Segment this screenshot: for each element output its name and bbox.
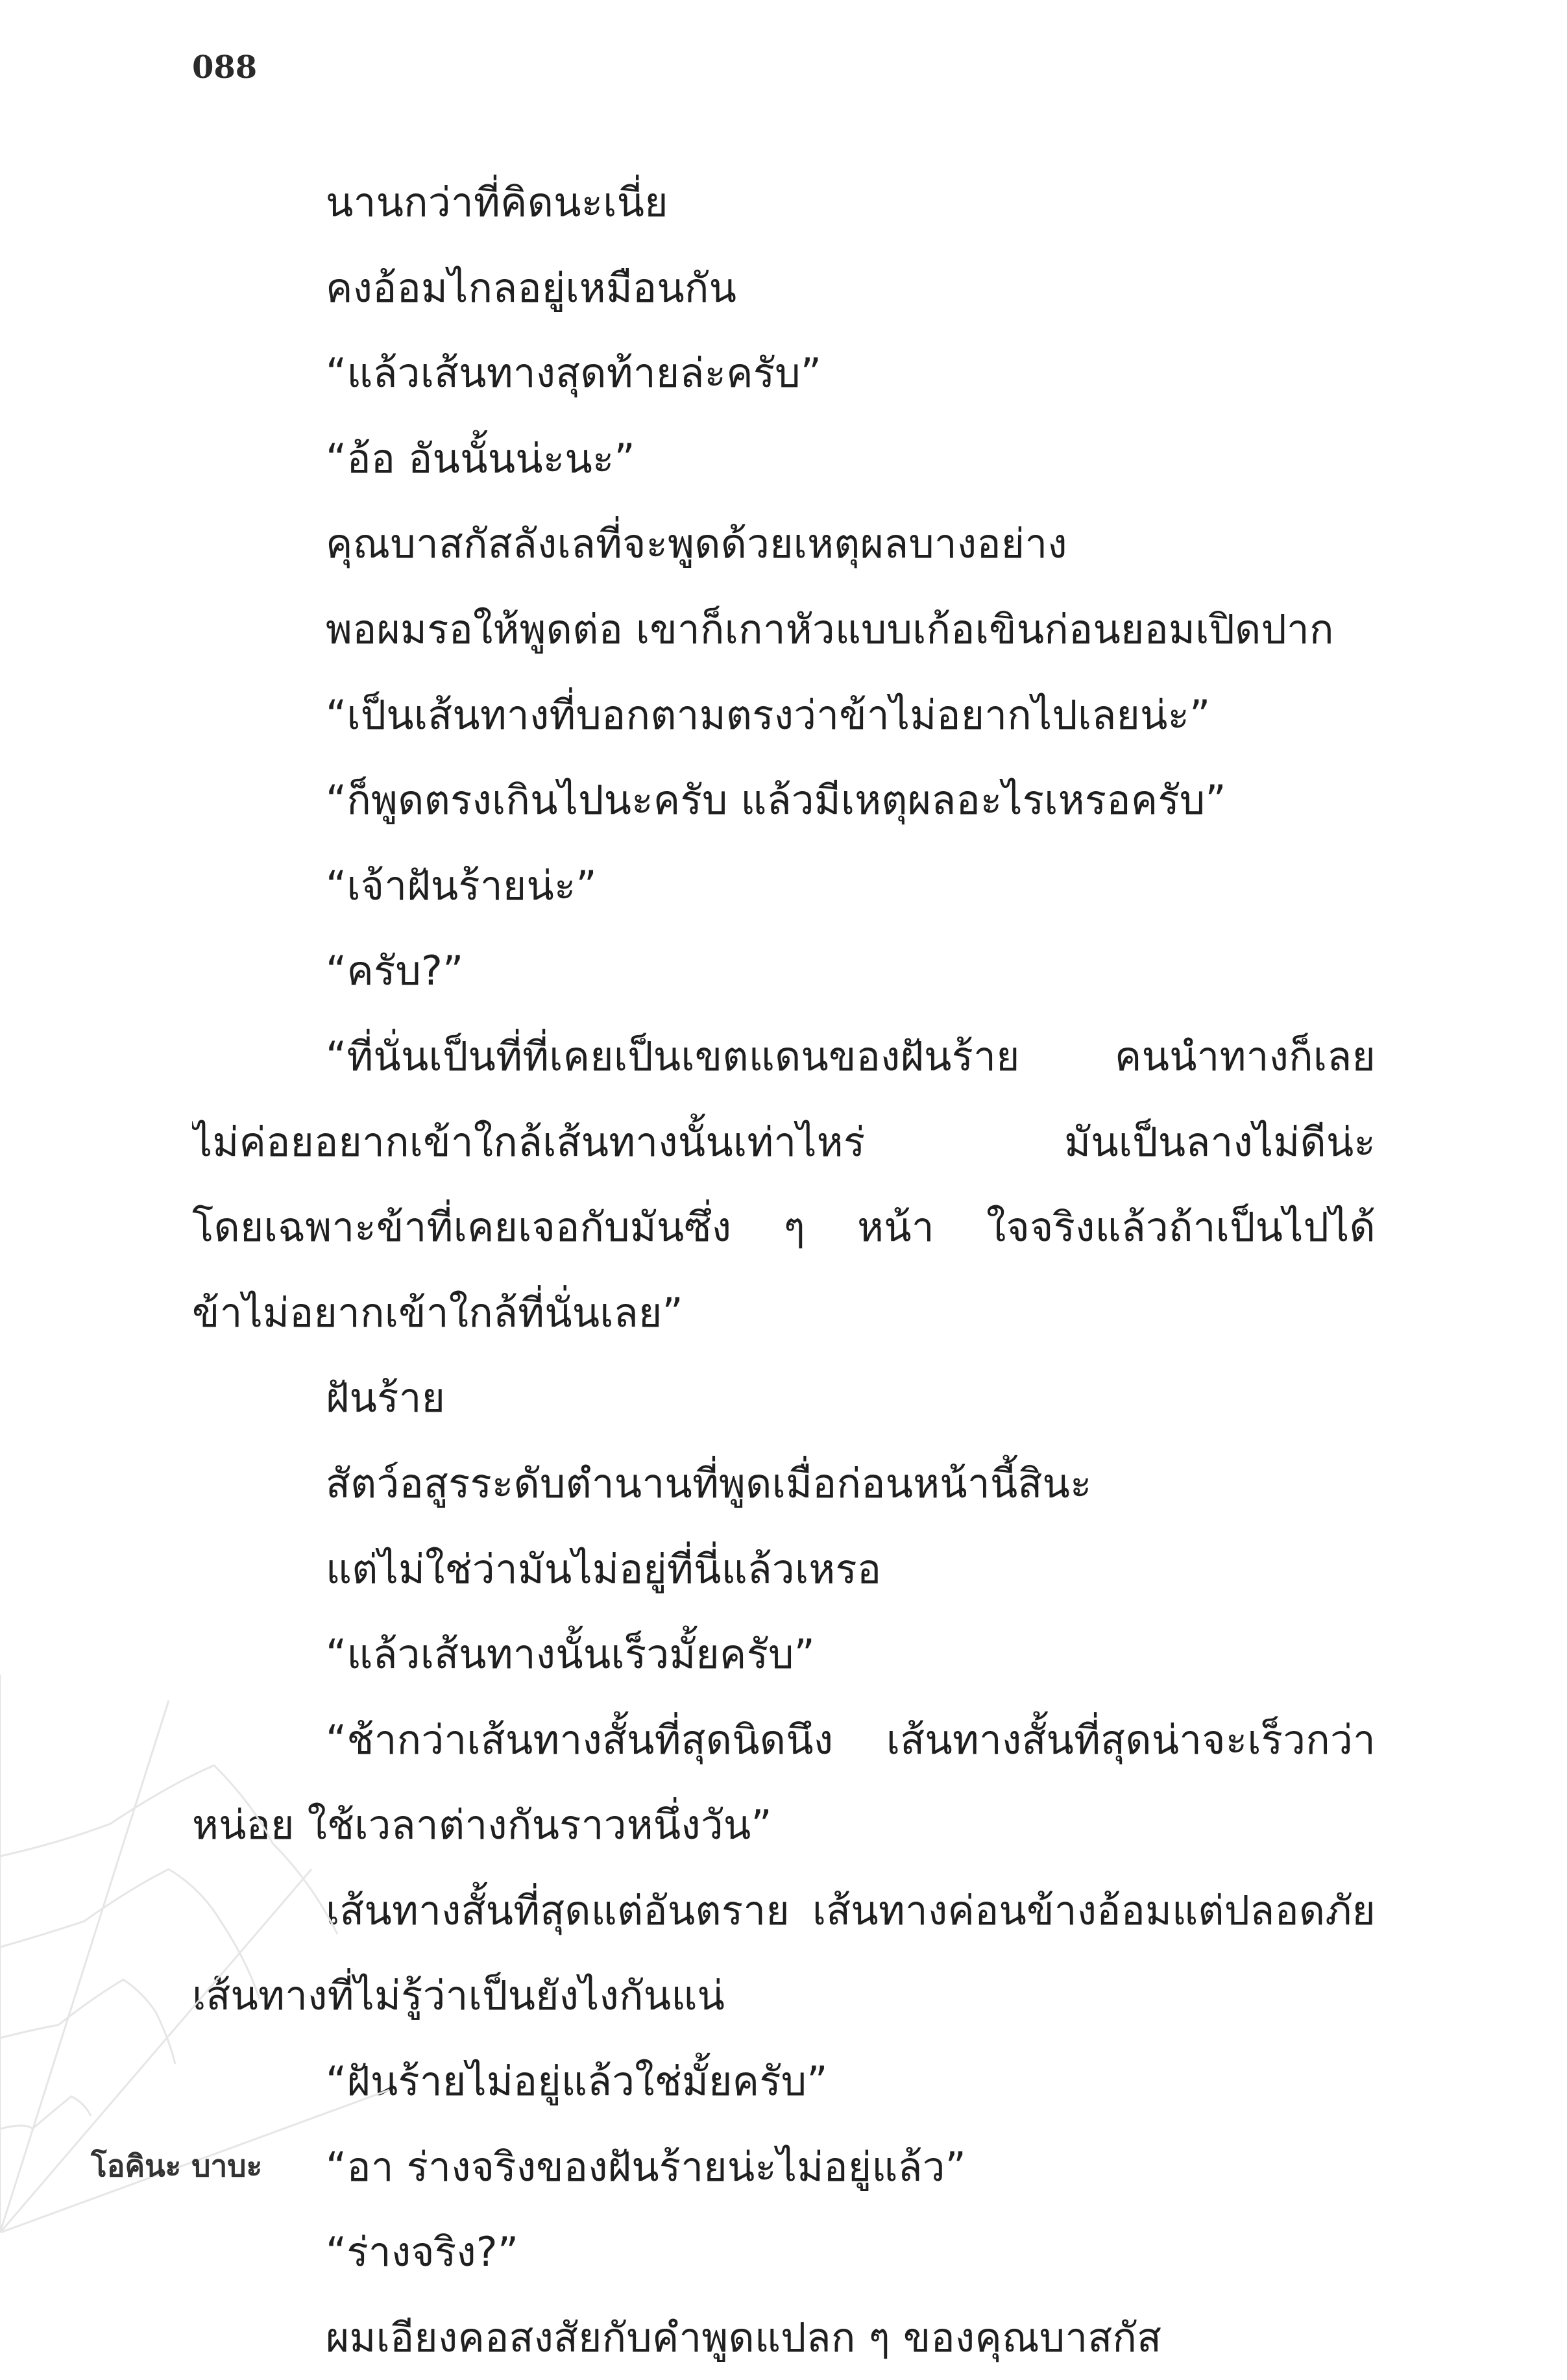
text-line: ไม่ค่อยอยากเข้าใกล้เส้นทางนั้นเท่าไหร่ มันเป็นลางไม่ดีน่ะ [192,1118,1376,1166]
text-line: “เป็นเส้นทางที่บอกตามตรงว่าข้าไม่อยากไปเลยน่ะ” [326,691,1211,739]
text-line: โดยเฉพาะข้าที่เคยเจอกับมันซึ่ง ๆ หน้า ใจจริงแล้วถ้าเป็นไปได้ [192,1203,1376,1251]
text-line: พอผมรอให้พูดต่อ เขาก็เกาหัวแบบเก้อเขินก่อนยอมเปิดปาก [326,605,1334,653]
footer-book-title: โอคินะ บาบะ [91,2148,263,2183]
text-line: “อา ร่างจริงของฝันร้ายน่ะไม่อยู่แล้ว” [326,2142,967,2190]
text-line: ฝันร้าย [326,1374,446,1422]
text-line: “ก็พูดตรงเกินไปนะครับ แล้วมีเหตุผลอะไรเหรอครับ” [326,776,1226,824]
text-line: “ช้ากว่าเส้นทางสั้นที่สุดนิดนึง เส้นทางสั้นที่สุดน่าจะเร็วกว่า [326,1715,1376,1763]
text-line: สัตว์อสูรระดับตำนานที่พูดเมื่อก่อนหน้านี้สินะ [326,1459,1092,1507]
text-line: คุณบาสกัสลังเลที่จะพูดด้วยเหตุผลบางอย่าง [326,520,1067,568]
text-line: “ฝันร้ายไม่อยู่แล้วใช่มั้ยครับ” [326,2057,828,2105]
text-line: “แล้วเส้นทางสุดท้ายล่ะครับ” [326,349,822,397]
text-line: นานกว่าที่คิดนะเนี่ย [326,178,668,226]
text-line: “ที่นั่นเป็นที่ที่เคยเป็นเขตแดนของฝันร้าย คนนำทางก็เลย [326,1032,1376,1080]
text-line: ข้าไม่อยากเข้าใกล้ที่นั่นเลย” [192,1288,683,1336]
text-line: “แล้วเส้นทางนั้นเร็วมั้ยครับ” [326,1630,815,1678]
text-line: แต่ไม่ใช่ว่ามันไม่อยู่ที่นี่แล้วเหรอ [326,1545,882,1593]
text-line: หน่อย ใช้เวลาต่างกันราวหนึ่งวัน” [192,1801,772,1849]
text-line: เส้นทางสั้นที่สุดแต่อันตราย เส้นทางค่อนข้างอ้อมแต่ปลอดภัย [326,1886,1376,1934]
page-number: 088 [192,49,258,86]
text-line: เส้นทางที่ไม่รู้ว่าเป็นยังไงกันแน่ [192,1972,725,2020]
text-line: “อ้อ อันนั้นน่ะนะ” [326,434,635,482]
text-line: “เจ้าฝันร้ายน่ะ” [326,861,597,909]
text-line: “ร่างจริง?” [326,2228,519,2276]
text-line: ผมเอียงคอสงสัยกับคำพูดแปลก ๆ ของคุณบาสกัส [326,2313,1162,2361]
text-line: คงอ้อมไกลอยู่เหมือนกัน [326,264,737,312]
text-line: “ครับ?” [326,947,464,995]
